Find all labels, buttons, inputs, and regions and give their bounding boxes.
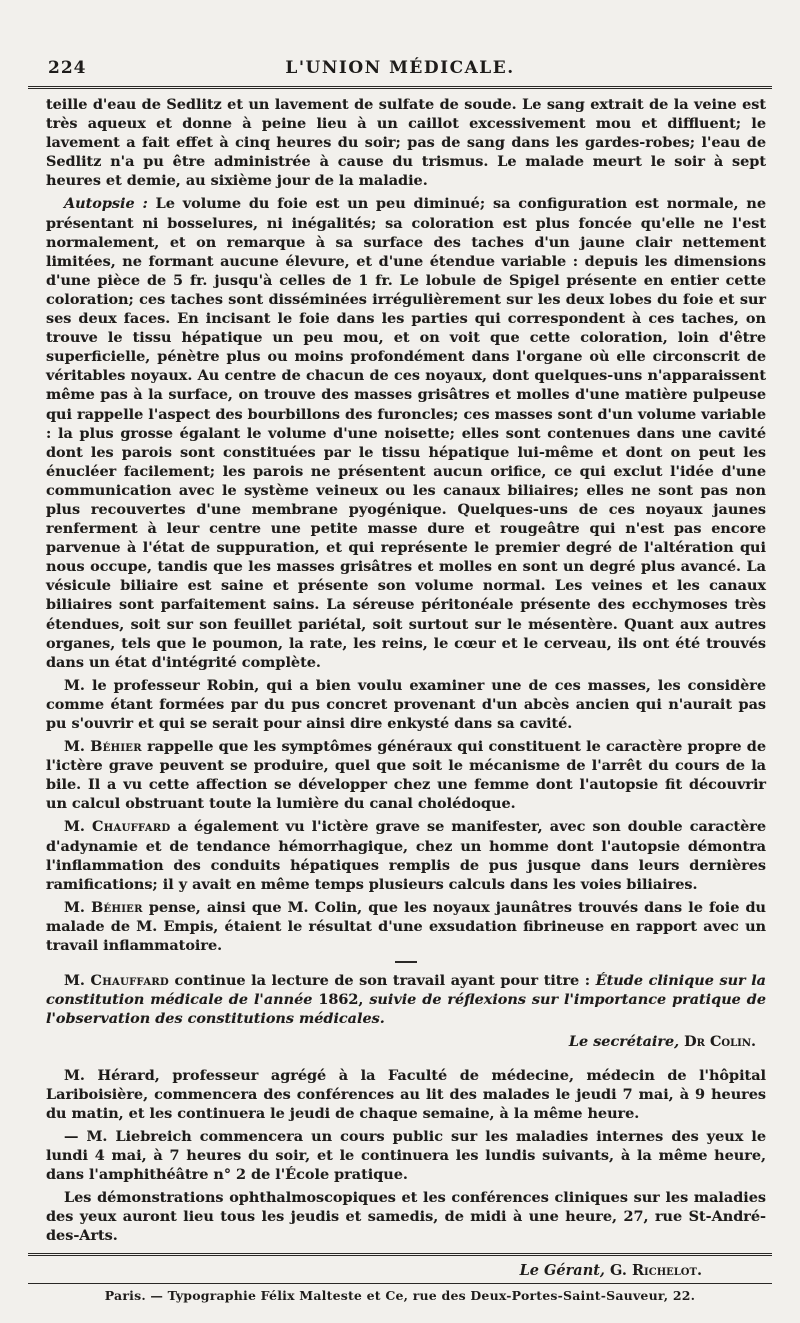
text-segment: Étude clinique sur la constitution médicale de l'année [46, 972, 766, 1009]
paragraph-autopsie [46, 194, 766, 671]
text-segment: Béhier [90, 738, 142, 756]
text-segment: Béhier [91, 898, 143, 916]
signature-label: Le secrétaire, [568, 1033, 680, 1051]
text-segment: suivie de réflexions sur l'importance pratique de l'observation des constitutions médicales. [46, 991, 766, 1028]
article-body [28, 95, 772, 1245]
text-segment: rappelle que les symptômes généraux qui constituent le caractère propre de l'ictère grave peuvent se produire, quel que soit le mécanisme de l'arrêt du cours de la bile. Il a vu cette affection se développer chez une femme dont l'autopsie fit découvrir un calcul obstruant toute la lumière du canal cholédoque. [46, 738, 766, 813]
running-title: L'UNION MÉDICALE. [285, 58, 515, 78]
gerant-line [28, 1256, 772, 1283]
text-segment: a également vu l'ictère grave se manifester, avec son double caractère d'adynamie et de tendance hémorrhagique, chez un homme dont l'autopsie démontra l'inflammation des conduits hépatiques remplis de pus jusque dans leurs dernières ramifications; il y avait en même temps plusieurs calculs dans les voies biliaires. [46, 818, 766, 893]
paragraph-behier-1 [46, 737, 766, 813]
paragraph-behier-2 [46, 898, 766, 955]
section-separator [395, 961, 417, 963]
text-segment: M. [64, 818, 93, 836]
paragraph-chauffard-2 [46, 971, 766, 1028]
paragraph-demonstrations [46, 1188, 766, 1245]
paragraph-continuation [46, 95, 766, 190]
secretary-signature [46, 1032, 756, 1051]
gerant-label: Le Gérant, [519, 1262, 605, 1280]
text-segment: Les démonstrations ophthalmoscopiques et les conférences cliniques sur les maladies des yeux auront lieu tous les jeudis et samedis, de midi à une heure, 27, rue St-André-des-Arts. [46, 1189, 766, 1245]
paragraph-herard [46, 1066, 766, 1123]
paragraph-chauffard-1 [46, 817, 766, 893]
text-segment: M. [64, 972, 91, 990]
printer-imprint: Paris. — Typographie Félix Malteste et Ce, rue des Deux-Portes-Saint-Sauveur, 22. [104, 1288, 696, 1304]
paragraph-robin [46, 676, 766, 733]
page-header [28, 56, 772, 89]
text-segment: M. Hérard, professeur agrégé à la Faculté de médecine, médecin de l'hôpital Lariboisière, commencera des conférences au lit des malades le jeudi 7 mai, à 9 heures du matin, et les continuera le jeudi de chaque semaine, à la même heure. [46, 1066, 766, 1122]
text-segment: M. le professeur Robin, qui a bien voulu examiner une de ces masses, les considère comme étant formées par du pus concret provenant d'un abcès ancien qui n'aurait pas pu s'ouvrir et qui se serait pour ainsi dire enkysté dans sa cavité. [46, 676, 766, 732]
text-segment: M. [64, 898, 92, 916]
text-segment: M. [64, 738, 91, 756]
text-segment: pense, ainsi que M. Colin, que les noyaux jaunâtres trouvés dans le foie du malade de M. Empis, étaient le résultat d'une exsudation fibrineuse en rapport avec un travail inflammatoire. [46, 898, 767, 955]
text-segment: Chauffard [90, 972, 169, 990]
page-number: 224 [48, 58, 87, 78]
text-segment: 1862, [312, 991, 370, 1009]
paragraph-liebreich [46, 1127, 766, 1184]
text-segment: — M. Liebreich commencera un cours public sur les maladies internes des yeux le lundi 4 mai, à 7 heures du soir, et le continuera les lundis suivants, à la même heure, dans l'amphithéâtre n° 2 de l'École pratique. [46, 1127, 766, 1183]
text-segment: teille d'eau de Sedlitz et un lavement de sulfate de soude. Le sang extrait de la veine est très aqueux et donne à peine lieu à un caillot excessivement mou et diffluent; le lavement a fait effet à cinq heures du soir; pas de sang dans les gardes-robes; l'eau de Sedlitz n'a pu être administrée à cause du trismus. Le malade meurt le soir à sept heures et demie, au sixième jour de la maladie. [46, 96, 766, 190]
signature-name: Dr Colin. [684, 1033, 756, 1051]
text-segment: continue la lecture de son travail ayant pour titre : [168, 972, 596, 990]
gerant-name: G. Richelot. [610, 1262, 702, 1280]
text-segment: Autopsie : [64, 195, 148, 213]
text-segment: Chauffard [92, 818, 171, 836]
text-segment: Le volume du foie est un peu diminué; sa configuration est normale, ne présentant ni bosselures, ni inégalités; sa coloration est plus foncée qu'elle ne l'est normalement, et on remarque à sa surface des taches d'un jaune clair nettement limitées, ne formant aucune élevure, et d'une étendue variable : depuis les dimensions d'une pièce de 5 fr. jusqu'à celles de 1 fr. Le lobule de Spigel présente en entier cette coloration; ces taches sont disséminées irrégulièrement sur les deux lobes du foie et sur ses deux faces. En incisant le foie dans les parties qui correspondent à ces taches, on trouve le tissu hépatique un peu mou, et on voit que cette coloration, loin d'être superficielle, pénètre plus ou moins profondément dans l'organe où elle circonscrit de véritables noyaux. Au centre de chacun de ces noyaux, dont quelques-uns n'apparaissent même pas à la surface, on trouve des masses grisâtres et molles d'une matière pulpeuse qui rappelle l'aspect des bourbillons des furoncles; ces masses sont d'un volume variable : la plus grosse égalant le volume d'une noisette; elles sont contenues dans une cavité dont les parois sont constituées par le tissu hépatique lui-même et dont on peut les énucléer facilement; les parois ne présentent aucun orifice, ce qui exclut l'idée d'une communication avec le système veineux ou les canaux biliaires; elles ne sont pas non plus recouvertes d'une membrane pyogénique. Quelques-uns de ces noyaux jaunes renferment à leur centre une petite masse dure et rougeâtre qui n'est pas encore parvenue à l'état de suppuration, et qui représente le premier degré de l'altération qui nous occupe, tandis que les masses grisâtres et molles en sont un degré plus avancé. La vésicule biliaire est saine et présente son volume normal. Les veines et les canaux biliaires sont parfaitement sains. La séreuse péritonéale présente des ecchymoses très étendues, soit sur son feuillet pariétal, soit surtout sur le mésentère. Quant aux autres organes, tels que le poumon, la rate, les reins, le cœur et le cerveau, ils ont été trouvés dans un état d'intégrité complète. [46, 195, 766, 671]
